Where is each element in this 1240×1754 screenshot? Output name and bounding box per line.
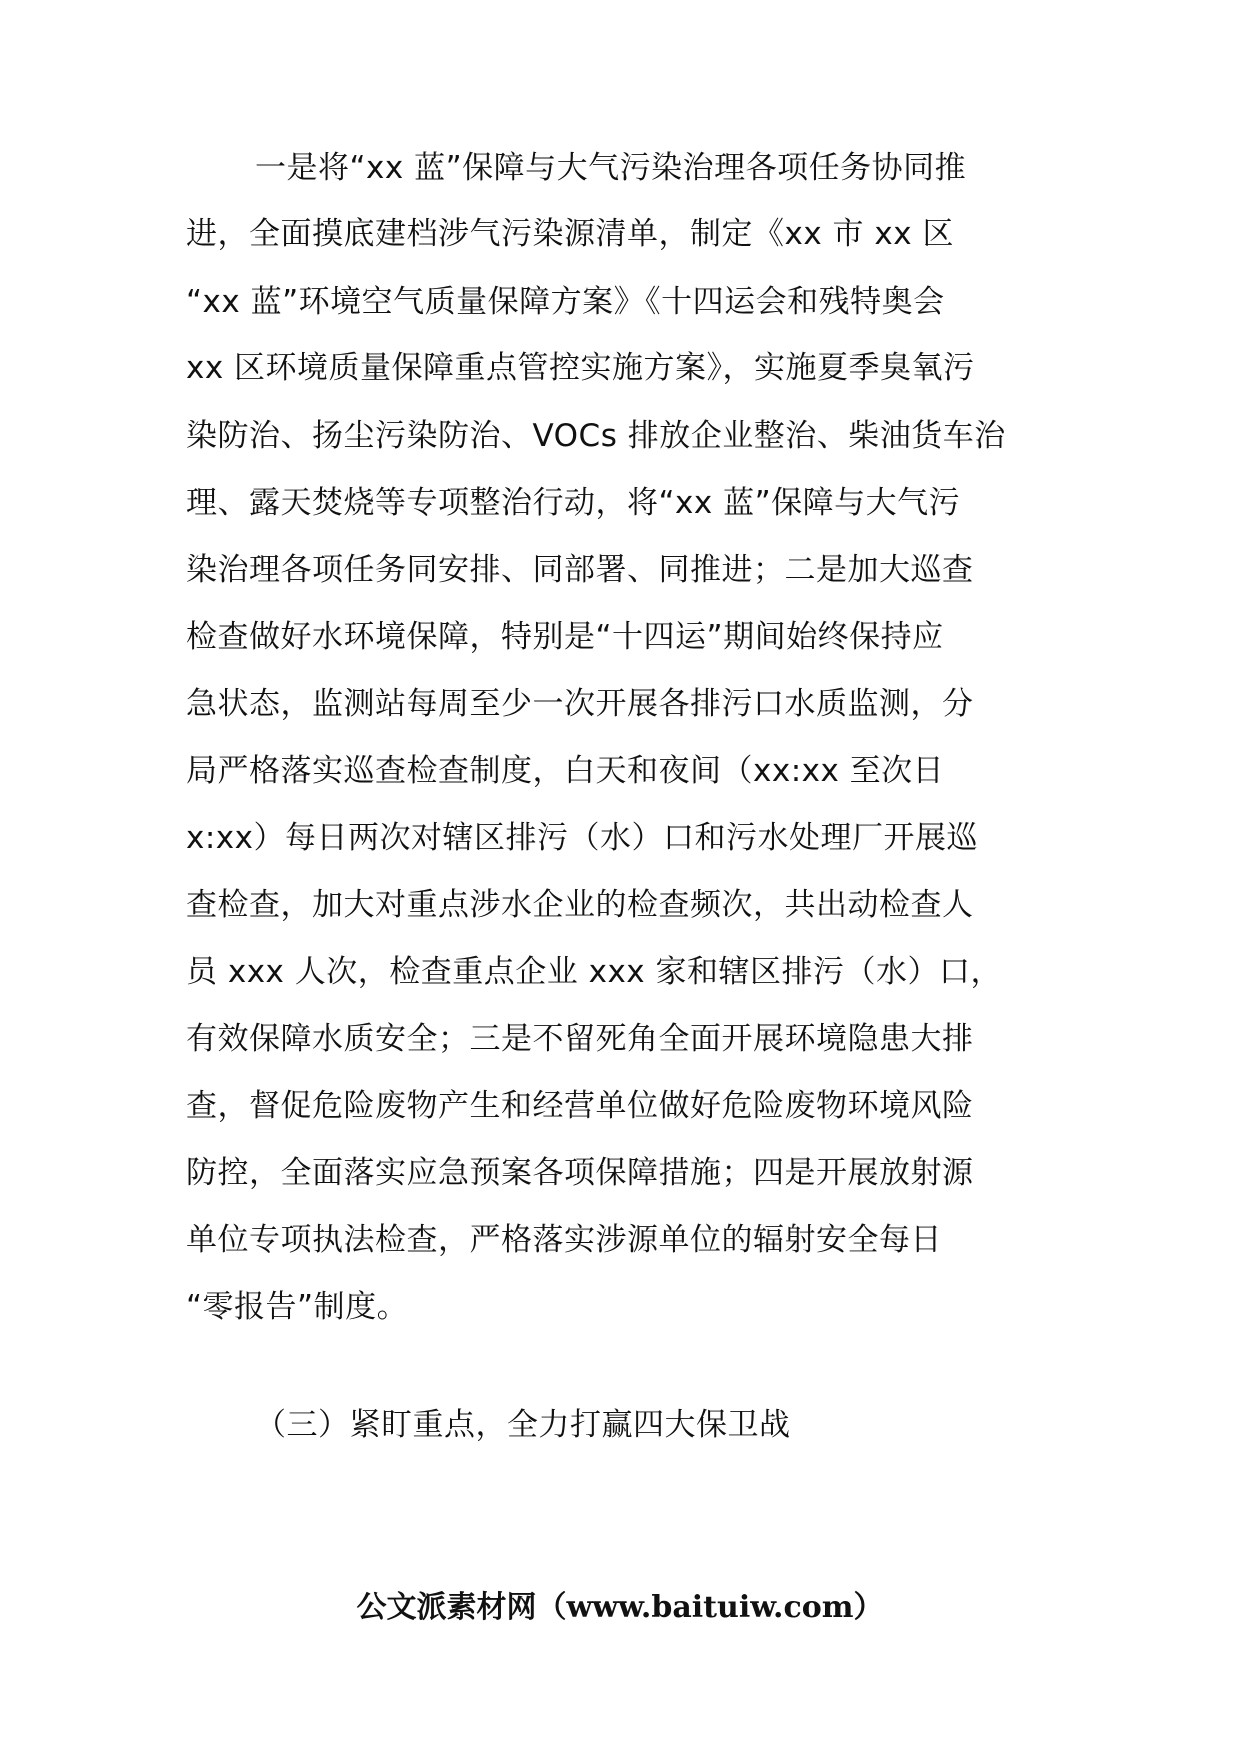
- section-heading: （三）紧盯重点，全力打赢四大保卫战: [255, 1407, 791, 1443]
- paragraph-line-7: 染治理各项任务同安排、同部署、同推进；二是加大巡查: [186, 552, 974, 588]
- paragraph-line-10: 局严格落实巡查检查制度，白天和夜间（xx:xx 至次日: [186, 753, 945, 789]
- paragraph-line-17: 单位专项执法检查，严格落实涉源单位的辐射安全每日: [186, 1222, 942, 1258]
- paragraph-line-6: 理、露天焚烧等专项整治行动，将“xx 蓝”保障与大气污: [186, 485, 961, 521]
- footer-watermark: 公文派素材网（www.baituiw.com）: [356, 1590, 884, 1625]
- paragraph-line-2: 进，全面摸底建档涉气污染源清单，制定《xx 市 xx 区: [186, 216, 954, 252]
- paragraph-line-3: “xx 蓝”环境空气质量保障方案》《十四运会和残特奥会: [186, 284, 945, 320]
- paragraph-line-11: x:xx）每日两次对辖区排污（水）口和污水处理厂开展巡: [186, 820, 978, 856]
- paragraph-line-13: 员 xxx 人次，检查重点企业 xxx 家和辖区排污（水）口，: [186, 954, 1002, 990]
- paragraph-line-5: 染防治、扬尘污染防治、VOCs 排放企业整治、柴油货车治: [186, 418, 1006, 454]
- paragraph-line-15: 查，督促危险废物产生和经营单位做好危险废物环境风险: [186, 1088, 974, 1124]
- paragraph-line-18: “零报告”制度。: [186, 1289, 409, 1325]
- paragraph-line-1: 一是将“xx 蓝”保障与大气污染治理各项任务协同推: [255, 150, 967, 186]
- paragraph-line-16: 防控，全面落实应急预案各项保障措施；四是开展放射源: [186, 1155, 974, 1191]
- paragraph-line-4: xx 区环境质量保障重点管控实施方案》，实施夏季臭氧污: [186, 350, 975, 386]
- paragraph-line-9: 急状态，监测站每周至少一次开展各排污口水质监测，分: [186, 686, 974, 722]
- paragraph-line-12: 查检查，加大对重点涉水企业的检查频次，共出动检查人: [186, 887, 974, 923]
- paragraph-line-14: 有效保障水质安全；三是不留死角全面开展环境隐患大排: [186, 1021, 974, 1057]
- paragraph-line-8: 检查做好水环境保障，特别是“十四运”期间始终保持应: [186, 619, 944, 655]
